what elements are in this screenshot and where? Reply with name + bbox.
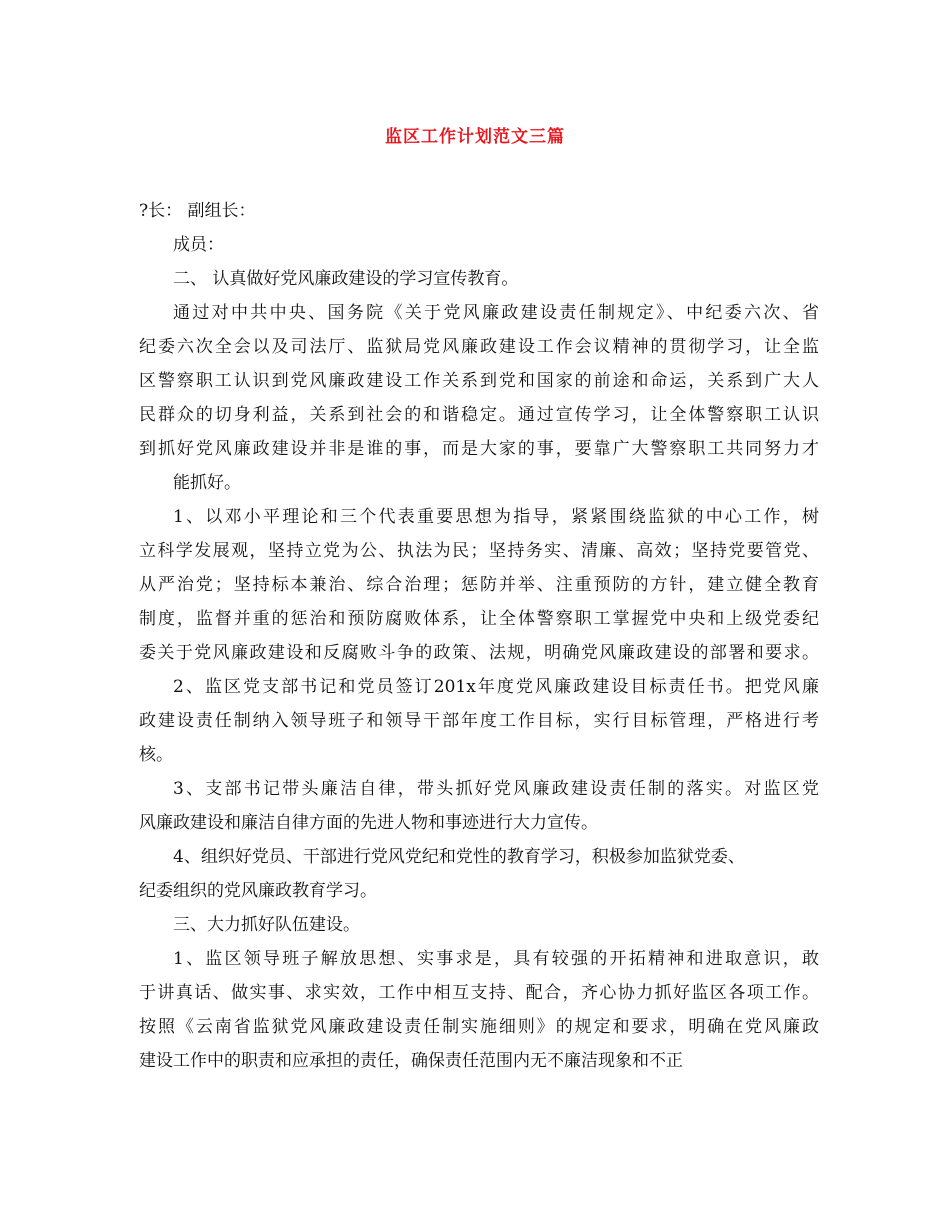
body-text-line: 民群众的切身利益，关系到社会的和谐稳定。通过宣传学习，让全体警察职工认识: [139, 405, 819, 425]
document-body: [139, 194, 819, 1078]
body-text-line: 三、大力抓好队伍建设。: [173, 915, 360, 935]
body-text-line: 1、以邓小平理论和三个代表重要思想为指导，紧紧围绕监狱的中心工作，树: [173, 507, 819, 527]
body-text-line: 立科学发展观，坚持立党为公、执法为民；坚持务实、清廉、高效；坚持党要管党、: [139, 541, 819, 561]
document-title: 监区工作计划范文三篇: [385, 127, 565, 147]
body-text-line: 纪委六次全会以及司法厅、监狱局党风廉政建设工作会议精神的贯彻学习，让全监: [139, 337, 819, 357]
body-text-line: 纪委组织的党风廉政教育学习。: [139, 881, 377, 901]
body-text-line: 制度，监督并重的惩治和预防腐败体系，让全体警察职工掌握党中央和上级党委纪: [139, 609, 819, 629]
body-text-line: 1、监区领导班子解放思想、实事求是，具有较强的开拓精神和进取意识，敢: [173, 949, 819, 969]
body-text-line: 政建设责任制纳入领导班子和领导干部年度工作目标，实行目标管理，严格进行考: [139, 711, 819, 731]
body-text-line: 4、组织好党员、干部进行党风党纪和党性的教育学习，积极参加监狱党委、: [173, 847, 745, 867]
body-text-line: ?长： 副组长：: [139, 201, 256, 221]
body-text-line: 二、 认真做好党风廉政建设的学习宣传教育。: [173, 269, 519, 289]
body-text-line: 按照《云南省监狱党风廉政建设责任制实施细则》的规定和要求，明确在党风廉政: [139, 1017, 819, 1037]
body-text-line: 通过对中共中央、国务院《关于党风廉政建设责任制规定》、中纪委六次、省: [173, 303, 819, 323]
body-text-line: 到抓好党风廉政建设并非是谁的事，而是大家的事，要靠广大警察职工共同努力才: [139, 439, 819, 459]
body-text-line: 从严治党；坚持标本兼治、综合治理；惩防并举、注重预防的方针，建立健全教育: [139, 575, 819, 595]
body-text-line: 于讲真话、做实事、求实效，工作中相互支持、配合，齐心协力抓好监区各项工作。: [139, 983, 819, 1003]
body-text-line: 风廉政建设和廉洁自律方面的先进人物和事迹进行大力宣传。: [139, 813, 598, 833]
body-text-line: 成员：: [173, 235, 224, 255]
body-text-line: 3、支部书记带头廉洁自律，带头抓好党风廉政建设责任制的落实。对监区党: [173, 779, 819, 799]
body-text-line: 区警察职工认识到党风廉政建设工作关系到党和国家的前途和命运，关系到广大人: [139, 371, 819, 391]
body-text-line: 建设工作中的职责和应承担的责任，确保责任范围内无不廉洁现象和不正: [139, 1051, 683, 1071]
body-text-line: 2、监区党支部书记和党员签订201x年度党风廉政建设目标责任书。把党风廉: [173, 677, 819, 697]
body-text-line: 能抓好。: [173, 473, 241, 493]
body-text-line: 委关于党风廉政建设和反腐败斗争的政策、法规，明确党风廉政建设的部署和要求。: [139, 643, 819, 663]
body-text-line: 核。: [139, 745, 173, 765]
